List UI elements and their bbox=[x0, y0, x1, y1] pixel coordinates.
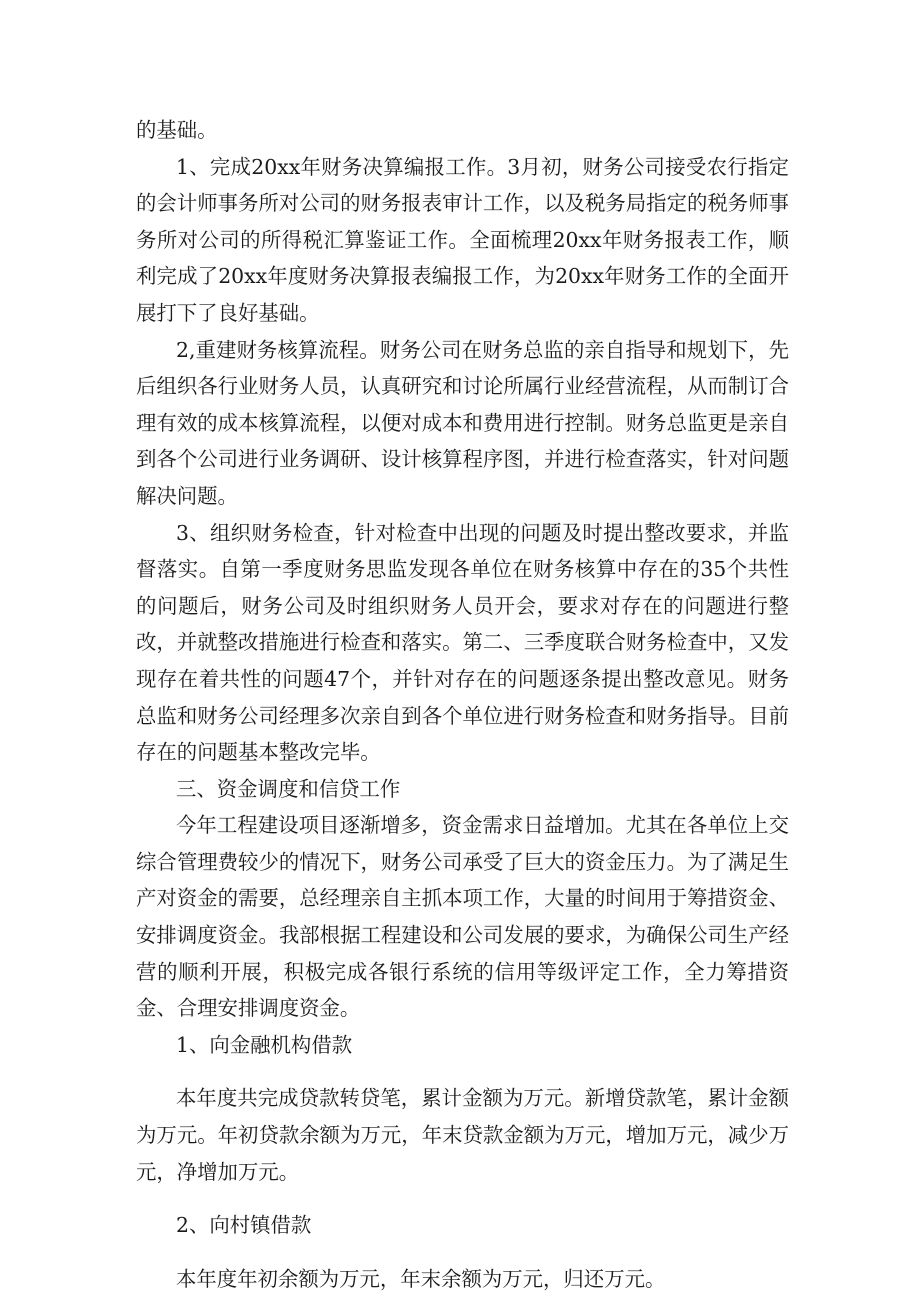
paragraph-item-1: 1、完成20xx年财务决算编报工作。3月初，财务公司接受农行指定的会计师事务所对公司的财务报表审计工作，以及税务局指定的税务师事务所对公司的所得税汇算鉴证工作。全面梳理20xx年财务报表工作，顺利完成了20xx年度财务决算报表编报工作，为20xx年财务工作的全面开展打下了良好基础。 bbox=[136, 154, 789, 325]
section-heading-3: 三、资金调度和信贷工作 bbox=[176, 776, 401, 801]
paragraph-item-2: 2,重建财务核算流程。财务公司在财务总监的亲自指导和规划下，先后组织各行业财务人员，认真研究和讨论所属行业经营流程，从而制订合理有效的成本核算流程，以便对成本和费用进行控制。财务总监更是亲自到各个公司进行业务调研、设计核算程序图，并进行检查落实，针对问题解决问题。 bbox=[136, 337, 789, 508]
paragraph-item-3: 3、组织财务检查，针对检查中出现的问题及时提出整改要求，并监督落实。自第一季度财务思监发现各单位在财务核算中存在的35个共性的问题后，财务公司及时组织财务人员开会，要求对存在的问题进行整改，并就整改措施进行检查和落实。第二、三季度联合财务检查中，又发现存在着共性的问题47个，并针对存在的问题逐条提出整改意见。财务总监和财务公司经理多次亲自到各个单位进行财务检查和财务指导。目前存在的问题基本整改完毕。 bbox=[136, 520, 789, 765]
subheading-financial-loans: 1、向金融机构借款 bbox=[176, 1032, 353, 1057]
paragraph-funding: 今年工程建设项目逐渐增多，资金需求日益增加。尤其在各单位上交综合管理费较少的情况下，财务公司承受了巨大的资金压力。为了满足生产对资金的需要，总经理亲自主抓本项工作，大量的时间用于筹措资金、安排调度资金。我部根据工程建设和公司发展的要求，为确保公司生产经营的顺利开展，积极完成各银行系统的信用等级评定工作，全力筹措资金、合理安排调度资金。 bbox=[136, 813, 789, 1021]
paragraph-continuation: 的基础。 bbox=[136, 118, 218, 142]
paragraph-village-details: 本年度年初余额为万元，年末余额为万元，归还万元。 bbox=[176, 1266, 666, 1291]
subheading-village-loans: 2、向村镇借款 bbox=[176, 1213, 312, 1238]
paragraph-loan-details: 本年度共完成贷款转贷笔，累计金额为万元。新增贷款笔，累计金额为万元。年初贷款余额为万元，年末贷款金额为万元，增加万元，减少万元，净增加万元。 bbox=[136, 1086, 789, 1184]
document-body bbox=[136, 112, 789, 1297]
